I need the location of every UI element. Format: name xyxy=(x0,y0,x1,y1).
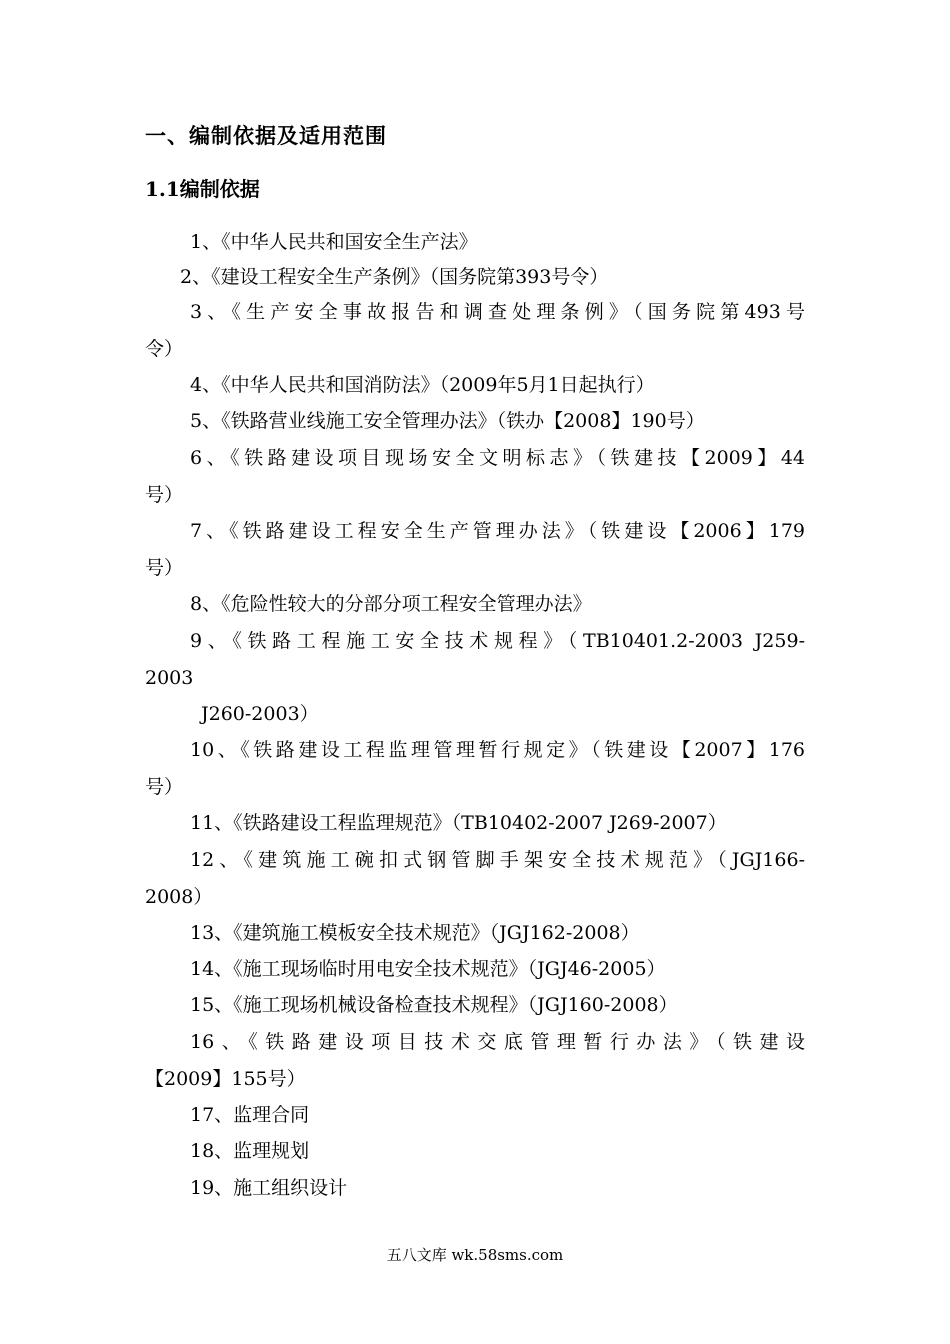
list-item: 5、《铁路营业线施工安全管理办法》（铁办【2008】190号） xyxy=(190,410,705,432)
list-item: 12、《建筑施工碗扣式钢管脚手架安全技术规范》（JGJ166- 2008） xyxy=(145,849,805,908)
list-item: 13、《建筑施工模板安全技术规范》（JGJ162-2008） xyxy=(190,922,640,944)
list-item: 8、《危险性较大的分部分项工程安全管理办法》 xyxy=(190,593,592,615)
list-item: 18、监理规划 xyxy=(190,1140,310,1162)
list-item: J260-2003） xyxy=(201,703,319,725)
list-item: 9、《铁路工程施工安全技术规程》（TB10401.2-2003 J259- 2003 xyxy=(145,630,805,689)
list-item: 11、《铁路建设工程监理规范》（TB10402-2007 J269-2007） xyxy=(190,812,727,834)
list-item: 7、《铁路建设工程安全生产管理办法》（铁建设【2006】179 号） xyxy=(145,520,805,579)
list-item: 19、施工组织设计 xyxy=(190,1177,348,1199)
list-item: 6、《铁路建设项目现场安全文明标志》（铁建技【2009】44 号） xyxy=(145,447,805,506)
list-item: 3、《生产安全事故报告和调查处理条例》（国务院第493号 令） xyxy=(145,301,805,360)
watermark-footer: 五八文库 wk.58sms.com xyxy=(386,1246,564,1264)
list-item: 10、《铁路建设工程监理管理暂行规定》（铁建设【2007】176 号） xyxy=(145,739,805,798)
section-heading: 一、编制依据及适用范围 xyxy=(145,123,387,148)
list-item: 16、《铁路建设项目技术交底管理暂行办法》（铁建设 【2009】155号） xyxy=(145,1031,805,1090)
list-item: 14、《施工现场临时用电安全技术规范》（JGJ46-2005） xyxy=(190,958,666,980)
list-item: 17、监理合同 xyxy=(190,1104,310,1126)
subsection-heading: 1.1编制依据 xyxy=(145,177,260,201)
list-item: 1、《中华人民共和国安全生产法》 xyxy=(190,231,478,253)
list-item: 4、《中华人民共和国消防法》（2009年5月1日起执行） xyxy=(190,374,655,396)
list-item: 15、《施工现场机械设备检查技术规程》（JGJ160-2008） xyxy=(190,994,678,1016)
list-item: 2、《建设工程安全生产条例》（国务院第393号令） xyxy=(180,266,609,288)
